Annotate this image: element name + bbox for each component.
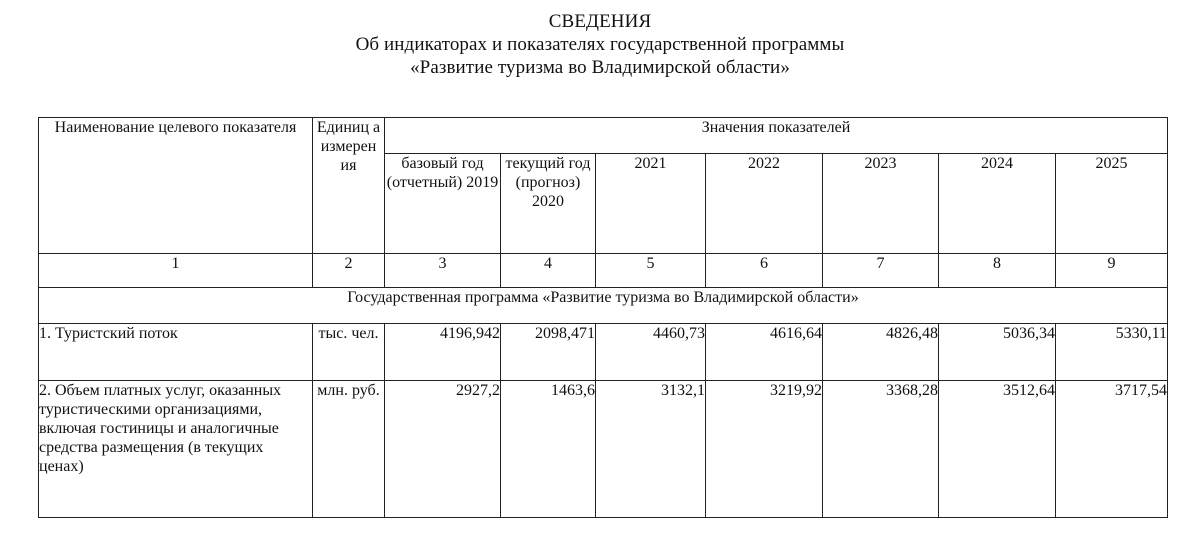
header-year-2022: 2022 — [706, 154, 823, 254]
row-unit: тыс. чел. — [313, 324, 385, 381]
header-year-2024: 2024 — [939, 154, 1056, 254]
column-number: 7 — [823, 254, 939, 288]
header-name: Наименование целевого показателя — [39, 118, 313, 254]
column-number: 3 — [385, 254, 501, 288]
title-line-3: «Развитие туризма во Владимирской области» — [410, 57, 790, 78]
header-current-year: текущий год (прогноз) 2020 — [501, 154, 596, 254]
header-row-1 — [39, 118, 1168, 154]
indicators-table — [38, 117, 1168, 518]
row-value: 3512,64 — [939, 381, 1056, 518]
row-value: 3132,1 — [596, 381, 706, 518]
column-number: 4 — [501, 254, 596, 288]
section-row — [39, 288, 1168, 324]
row-unit: млн. руб. — [313, 381, 385, 518]
row-value: 1463,6 — [501, 381, 596, 518]
column-number-row — [39, 254, 1168, 288]
column-number: 8 — [939, 254, 1056, 288]
column-number: 2 — [313, 254, 385, 288]
row-value: 3219,92 — [706, 381, 823, 518]
column-number: 5 — [596, 254, 706, 288]
row-value: 3717,54 — [1056, 381, 1168, 518]
row-value: 5036,34 — [939, 324, 1056, 381]
table-row — [39, 324, 1168, 381]
row-value: 4460,73 — [596, 324, 706, 381]
column-number: 6 — [706, 254, 823, 288]
header-base-year: базовый год (отчетный) 2019 — [385, 154, 501, 254]
title-line-1: СВЕДЕНИЯ — [548, 11, 652, 32]
title-line-2: Об индикаторах и показателях государственной программы — [355, 34, 845, 55]
row-value: 4616,64 — [706, 324, 823, 381]
row-value: 5330,11 — [1056, 324, 1168, 381]
column-number: 9 — [1056, 254, 1168, 288]
column-number: 1 — [39, 254, 313, 288]
row-name: 1. Туристский поток — [39, 324, 313, 381]
header-values-group: Значения показателей — [385, 118, 1168, 154]
header-unit: Единиц а измерен ия — [313, 118, 385, 254]
row-name: 2. Объем платных услуг, оказанных туристическими организациями, включая гостиницы и аналогичные средства размещения (в текущих ценах) — [39, 381, 313, 518]
row-value: 4826,48 — [823, 324, 939, 381]
document-title — [0, 10, 1200, 79]
row-value: 2098,471 — [501, 324, 596, 381]
table-row — [39, 381, 1168, 518]
header-year-2021: 2021 — [596, 154, 706, 254]
section-title: Государственная программа «Развитие туризма во Владимирской области» — [39, 288, 1168, 324]
header-year-2023: 2023 — [823, 154, 939, 254]
header-year-2025: 2025 — [1056, 154, 1168, 254]
row-value: 3368,28 — [823, 381, 939, 518]
row-value: 2927,2 — [385, 381, 501, 518]
row-value: 4196,942 — [385, 324, 501, 381]
